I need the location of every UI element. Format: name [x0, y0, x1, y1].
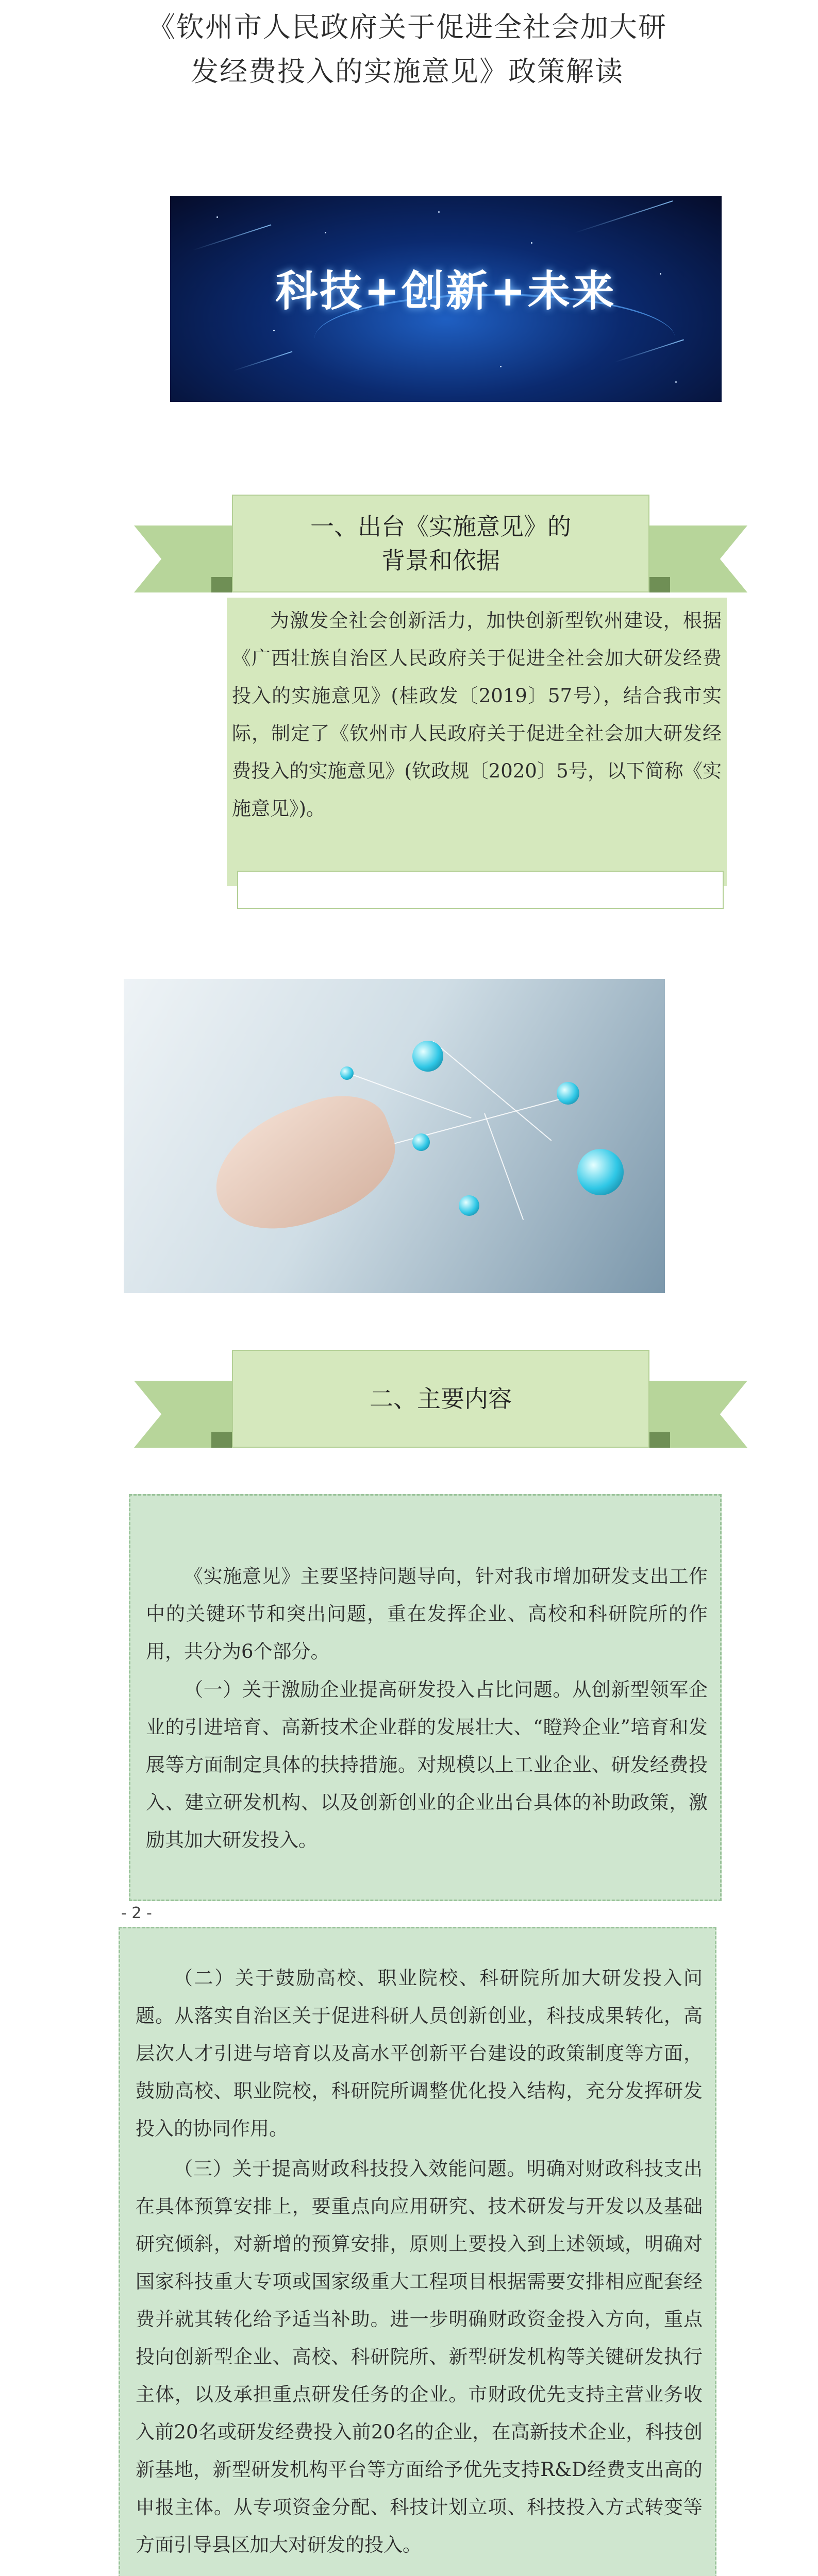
box-2-paragraph-1: （二）关于鼓励高校、职业院校、科研院所加大研发投入问题。从落实自治区关于促进科研人员创新创业，科技成果转化，高层次人才引进与培育以及高水平创新平台建设的政策制度等方面，鼓励高校、职业院校，科研院所调整优化投入结构，充分发挥研发投入的协同作用。 — [136, 1967, 703, 2140]
content-box-1 — [129, 1494, 722, 1901]
section-1-heading-line-2: 背景和依据 — [381, 547, 500, 574]
section-1-heading — [134, 495, 747, 598]
box-1-paragraph-1: 《实施意见》主要坚持问题导向，针对我市增加研发支出工作中的关键环节和突出问题，重在发挥企业、高校和科研院所的作用，共分为6个部分。 — [146, 1565, 708, 1663]
title-line-2: 发经费投入的实施意见》政策解读 — [191, 55, 624, 88]
section-2-heading — [134, 1350, 747, 1453]
section-1-heading-line-1: 一、出台《实施意见》的 — [310, 513, 571, 540]
box-2-paragraph-2: （三）关于提高财政科技投入效能问题。明确对财政科技支出在具体预算安排上，要重点向应用研究、技术研发与开发以及基础研究倾斜，对新增的预算安排，原则上要投入到上述领域，明确对国家科技重大专项或国家级重大工程项目根据需要安排相应配套经费并就其转化给予适当补助。进一步明确财政资金投入方向，重点投向创新型企业、高校、科研院所、新型研发机构等关键研发执行主体，以及承担重点研发任务的企业。市财政优先支持主营业务收入前20名或研发经费投入前20名的企业，在高新技术企业，科技创新基地，新型研发机构平台等方面给予优先支持R&D经费支出高的申报主体。从专项资金分配、科技计划立项、科技投入方式转变等方面引导县区加大对研发的投入。 — [136, 2158, 703, 2556]
title-line-1: 《钦州市人民政府关于促进全社会加大研 — [147, 11, 667, 43]
section-1-blank-bar — [237, 871, 724, 909]
section-1-text: 为激发全社会创新活力，加快创新型钦州建设，根据《广西壮族自治区人民政府关于促进全社会加大研发经费投入的实施意见》(桂政发〔2019〕57号），结合我市实际，制定了《钦州市人民政府关于促进全社会加大研发经费投入的实施意见》(钦政规〔2020〕5号，以下简称《实施意见》)。 — [232, 609, 722, 820]
banner-slogan: 科技+创新+未来 — [275, 267, 616, 316]
content-box-2 — [119, 1927, 716, 2576]
document-title — [72, 5, 742, 94]
tech-hand-network-image — [124, 979, 665, 1293]
page-number-2: - 2 - — [121, 1904, 152, 1922]
section-2-heading-text: 二、主要内容 — [370, 1385, 512, 1413]
tech-banner-image — [170, 196, 722, 402]
box-1-paragraph-2: （一）关于激励企业提高研发投入占比问题。从创新型领军企业的引进培育、高新技术企业群的发展壮大、“瞪羚企业”培育和发展等方面制定具体的扶持措施。对规模以上工业企业、研发经费投入、建立研发机构、以及创新创业的企业出台具体的补助政策，激励其加大研发投入。 — [146, 1679, 708, 1851]
